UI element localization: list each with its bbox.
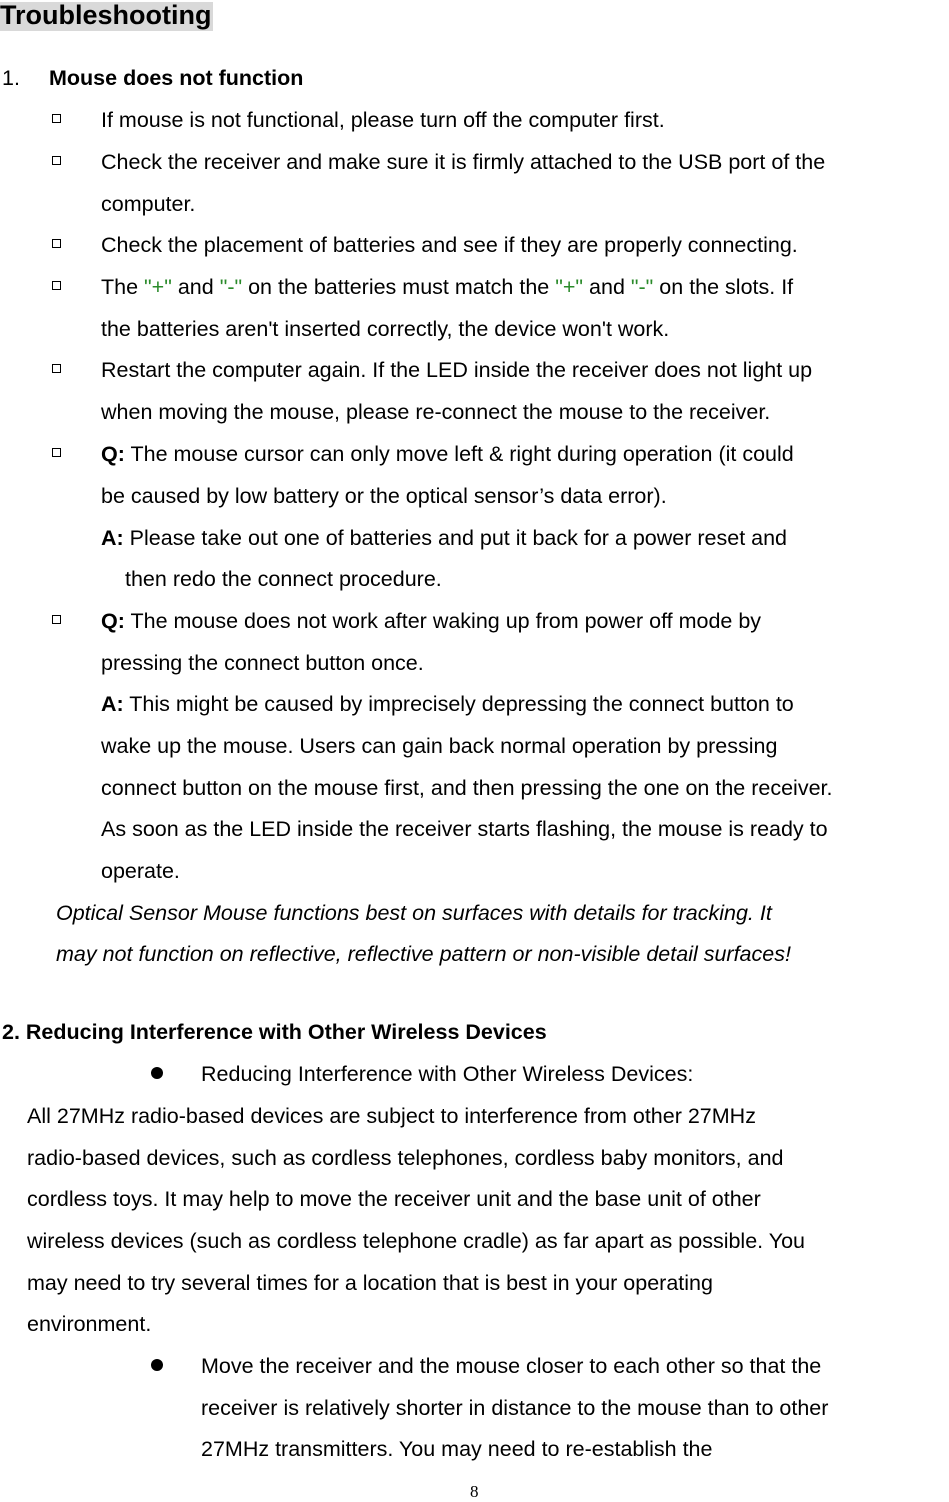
checkbox-bullet-icon: [52, 239, 61, 248]
question-text-continued: be caused by low battery or the optical sensor’s data error).: [101, 484, 667, 508]
answer-text-continued: As soon as the LED inside the receiver starts flashing, the mouse is ready to: [101, 817, 828, 841]
text-segment: Please take out one of batteries and put it back for a power reset and: [123, 526, 788, 550]
text-segment: on the batteries must match the: [242, 275, 556, 299]
section1-number: 1.: [2, 66, 20, 90]
paragraph-line: wireless devices (such as cordless telephone cradle) as far apart as possible. You: [27, 1229, 805, 1253]
text-segment: The: [101, 275, 145, 299]
paragraph-line: may need to try several times for a location that is best in your operating: [27, 1271, 713, 1295]
list-item-continued: when moving the mouse, please re-connect the mouse to the receiver.: [101, 400, 771, 424]
list-item: Move the receiver and the mouse closer to each other so that the: [201, 1354, 822, 1378]
answer-text-continued: wake up the mouse. Users can gain back normal operation by pressing: [101, 734, 778, 758]
answer-text-continued: operate.: [101, 859, 180, 883]
plus-sign: "+": [555, 275, 584, 299]
answer-text: [101, 694, 794, 716]
checkbox-bullet-icon: [52, 114, 61, 123]
section1-heading: Mouse does not function: [49, 66, 304, 90]
question-label: Q:: [101, 442, 125, 466]
paragraph-line: All 27MHz radio-based devices are subject to interference from other 27MHz: [27, 1104, 756, 1128]
list-item: Restart the computer again. If the LED inside the receiver does not light up: [101, 358, 813, 382]
list-item: If mouse is not functional, please turn off the computer first.: [101, 108, 665, 132]
answer-text-continued: then redo the connect procedure.: [125, 567, 442, 591]
bullet-dot-icon: [151, 1359, 163, 1371]
list-item-continued: 27MHz transmitters. You may need to re-establish the: [201, 1437, 713, 1461]
checkbox-bullet-icon: [52, 615, 61, 624]
text-segment: on the slots. If: [653, 275, 794, 299]
paragraph-line: cordless toys. It may help to move the receiver unit and the base unit of other: [27, 1187, 761, 1211]
minus-sign: "-": [630, 275, 654, 299]
text-segment: and: [171, 275, 220, 299]
text-segment: The mouse cursor can only move left & right during operation (it could: [124, 442, 794, 466]
page-title: Troubleshooting: [0, 0, 212, 30]
answer-label: A:: [101, 526, 124, 550]
note-text-continued: may not function on reflective, reflective pattern or non-visible detail surfaces!: [56, 942, 791, 966]
question-label: Q:: [101, 609, 125, 633]
checkbox-bullet-icon: [52, 364, 61, 373]
minus-sign: "-": [219, 275, 243, 299]
answer-text: [101, 528, 787, 550]
checkbox-bullet-icon: [52, 448, 61, 457]
plus-sign: "+": [144, 275, 172, 299]
paragraph-line: radio-based devices, such as cordless telephones, cordless baby monitors, and: [27, 1146, 784, 1170]
list-item: Reducing Interference with Other Wireless Devices:: [201, 1062, 694, 1086]
question-text-continued: pressing the connect button once.: [101, 651, 424, 675]
text-segment: The mouse does not work after waking up from power off mode by: [124, 609, 762, 633]
answer-label: A:: [101, 692, 124, 716]
list-item: [101, 277, 793, 299]
list-item: Check the receiver and make sure it is firmly attached to the USB port of the: [101, 150, 826, 174]
section2-heading: 2. Reducing Interference with Other Wireless Devices: [2, 1020, 547, 1044]
note-text: Optical Sensor Mouse functions best on surfaces with details for tracking. It: [56, 901, 772, 925]
list-item-continued: receiver is relatively shorter in distance to the mouse than to other: [201, 1396, 829, 1420]
bullet-dot-icon: [151, 1067, 163, 1079]
page-number: 8: [470, 1482, 479, 1501]
text-segment: This might be caused by imprecisely depressing the connect button to: [123, 692, 794, 716]
question-text: [101, 444, 794, 466]
list-item-continued: computer.: [101, 192, 196, 216]
answer-text-continued: connect button on the mouse first, and then pressing the one on the receiver.: [101, 776, 833, 800]
question-text: [101, 611, 761, 633]
paragraph-line: environment.: [27, 1312, 152, 1336]
list-item-continued: the batteries aren't inserted correctly, the device won't work.: [101, 317, 670, 341]
list-item: Check the placement of batteries and see if they are properly connecting.: [101, 233, 798, 257]
checkbox-bullet-icon: [52, 281, 61, 290]
text-segment: and: [583, 275, 631, 299]
checkbox-bullet-icon: [52, 156, 61, 165]
